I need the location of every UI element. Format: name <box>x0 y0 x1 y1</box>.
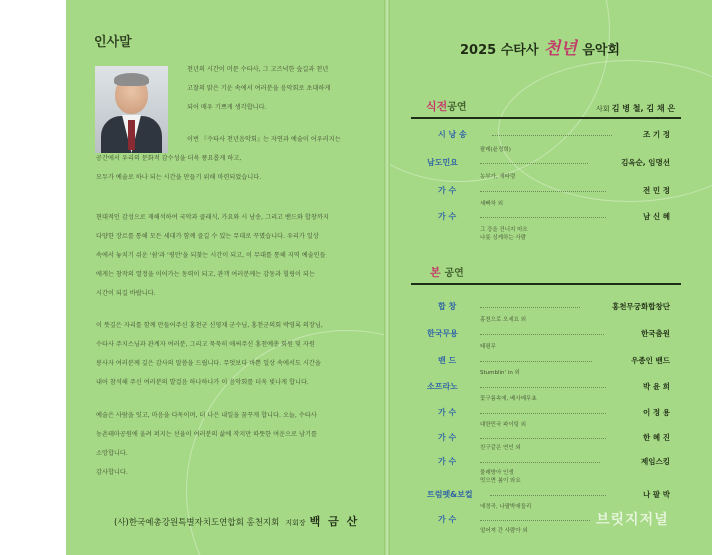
dotted-leader <box>480 387 606 388</box>
watermark: 브릿지저널 <box>596 512 669 528</box>
signature-org: (사)한국예총강원특별자치도연합회 홍천지회 <box>114 518 280 528</box>
song-title: 멋으면 봄이 와요 <box>480 478 521 484</box>
performer-name: 김옥순, 임명선 <box>621 158 670 167</box>
president-photo <box>95 66 168 153</box>
genre-label: 한국무용 <box>427 329 458 338</box>
performer-name: 나 팔 박 <box>643 490 670 499</box>
dotted-leader <box>480 413 606 414</box>
program-title <box>460 34 620 59</box>
song-title: 애정곡, 나팔박애들리 <box>480 504 532 510</box>
paragraph-line: 수타사 주지스님과 관계자 여러분, 그리고 묵묵히 애써주신 홍천예총 회원 및 자원 <box>96 341 315 348</box>
dotted-leader <box>480 163 588 164</box>
dotted-leader <box>480 334 604 335</box>
performer-name: 한국춤원 <box>641 329 670 338</box>
section-rule <box>411 117 681 119</box>
paragraph-line: 천년의 시간이 머문 수타사, 그 고즈넉한 숲길과 천년 <box>187 66 329 73</box>
performer-name: 우종인 밴드 <box>631 356 670 365</box>
song-title: 꽃구름속에, 베사메무쵸 <box>480 396 537 402</box>
song-title: 태평무 <box>480 344 496 350</box>
mc-line <box>596 103 675 114</box>
paragraph-line: 시간이 되길 바랍니다. <box>96 290 156 297</box>
song-title: 얼어져 간 사람아 외 <box>480 528 528 534</box>
signature <box>114 513 359 529</box>
paragraph-line: 모두가 예술로 하나 되는 시간을 만들기 위해 마련되었습니다. <box>96 174 262 181</box>
song-title: 대한민국 파이팅 외 <box>480 422 527 428</box>
paragraph-line: 에게는 창작의 열정을 이어가는 동력이 되고, 관객 여러분께는 감동과 힐링이 되는 <box>96 271 315 278</box>
program-title-prefix: 2025 수타사 <box>460 43 539 58</box>
song-title: 친구같은 연인 외 <box>480 445 521 451</box>
paragraph-line: 감사합니다. <box>96 469 128 476</box>
performer-name: 조 기 정 <box>643 130 670 139</box>
paragraph-line: 농촌테마공원에 울려 퍼지는 선율이 여러분의 삶에 작지만 따뜻한 여운으로 남기를 <box>96 431 317 438</box>
performer-name: 전 민 정 <box>643 186 670 195</box>
dotted-leader <box>480 217 606 218</box>
genre-label: 가 수 <box>438 186 457 195</box>
section-heading-main: 본 공연 <box>430 266 464 279</box>
performer-name: 박 윤 희 <box>643 382 670 391</box>
performer-name: 남 신 혜 <box>643 212 670 221</box>
program-title-script: 천년 <box>543 39 577 59</box>
paragraph-line: 속에서 놓치기 쉬운 '쉼'과 '평안'을 되찾는 시간이 되고, 이 무대를 통해 지역 예술인들 <box>96 252 326 259</box>
performer-name: 한 혜 진 <box>643 433 670 442</box>
paragraph-line: 예술은 사람을 잇고, 마음을 다독이며, 더 나은 내일을 꿈꾸게 합니다. 오늘, 수타사 <box>96 412 317 419</box>
paragraph-line: 되어 매우 기쁘게 생각합니다. <box>187 104 267 111</box>
performer-name: 홍천무궁화합창단 <box>612 302 670 311</box>
genre-label: 트럼펫&보컬 <box>427 490 473 499</box>
genre-label: 가 수 <box>438 433 457 442</box>
dotted-leader <box>480 191 606 192</box>
paragraph-line: 봉사자 여러분께 깊은 감사의 말씀을 드립니다. 무엇보다 바쁜 일상 속에서도 시간을 <box>96 360 321 367</box>
dotted-leader <box>492 135 612 136</box>
genre-label: 밴 드 <box>438 356 457 365</box>
genre-label: 가 수 <box>438 212 457 221</box>
dotted-leader <box>480 361 592 362</box>
section-heading-pre: 식전공연 <box>426 100 467 113</box>
genre-label: 가 수 <box>438 457 457 466</box>
song-title: 그 강을 건너지 마오 <box>480 227 528 233</box>
dotted-leader <box>480 520 590 521</box>
song-title: 농부가, 새타령 <box>480 174 516 180</box>
song-title: 팔레(윤정희) <box>480 147 511 153</box>
performer-name: 제임스킹 <box>641 457 670 466</box>
page-fold <box>384 0 390 555</box>
song-title: 홍천으로 오세요 외 <box>480 317 527 323</box>
dotted-leader <box>480 438 606 439</box>
paragraph-line: 고찰의 맑은 기운 속에서 여러분을 음악회로 초대하게 <box>187 85 331 92</box>
mc-label: 사회 <box>596 105 610 113</box>
song-title: 물레방아 인생 <box>480 470 514 476</box>
section-rule <box>411 283 681 285</box>
song-title: 나룻 싱케하는 사람 <box>480 235 527 241</box>
dotted-leader <box>480 462 600 463</box>
signature-name: 백 금 산 <box>309 515 360 528</box>
paragraph-line: 소망합니다. <box>96 450 128 457</box>
paragraph-line: 이번 『수타사 천년음악회』는 자연과 예술이 어우러지는 <box>187 136 341 143</box>
paragraph-line: 공간에서 우리의 문화적 감수성을 더욱 풍요롭게 하고, <box>96 155 242 162</box>
mc-names: 김 병 철, 김 채 은 <box>611 104 676 113</box>
genre-label: 합 창 <box>438 302 457 311</box>
signature-title: 지회장 <box>285 519 306 527</box>
paragraph-line: 내어 참석해 주신 여러분의 발걸음 하나하나가 이 음악회를 더욱 빛나게 합니다. <box>96 379 309 386</box>
paragraph-line: 다양한 장르를 통해 모든 세대가 함께 즐길 수 있는 무대로 꾸몄습니다. 우리가 일상 <box>96 233 319 240</box>
performer-name: 이 정 용 <box>643 408 670 417</box>
song-title: 세빠차 외 <box>480 201 504 207</box>
paragraph-line: 현대적인 감성으로 재해석하여 국악과 클래식, 가요와 시 낭송, 그리고 밴드와 합창까지 <box>96 214 329 221</box>
song-title: Stumblin' in 외 <box>480 370 520 376</box>
dotted-leader <box>480 307 580 308</box>
program-title-suffix: 음악회 <box>582 43 620 58</box>
dotted-leader <box>490 495 606 496</box>
genre-label: 가 수 <box>438 408 457 417</box>
paragraph-line: 이 뜻깊은 자리를 함께 만들어주신 홍천군 신영재 군수님, 홍천군의회 박영록 의장님, <box>96 322 323 329</box>
genre-label: 시 낭 송 <box>438 130 467 139</box>
genre-label: 남도민요 <box>427 158 458 167</box>
greeting-heading: 인사말 <box>94 35 132 50</box>
genre-label: 가 수 <box>438 515 457 524</box>
genre-label: 소프라노 <box>427 382 458 391</box>
